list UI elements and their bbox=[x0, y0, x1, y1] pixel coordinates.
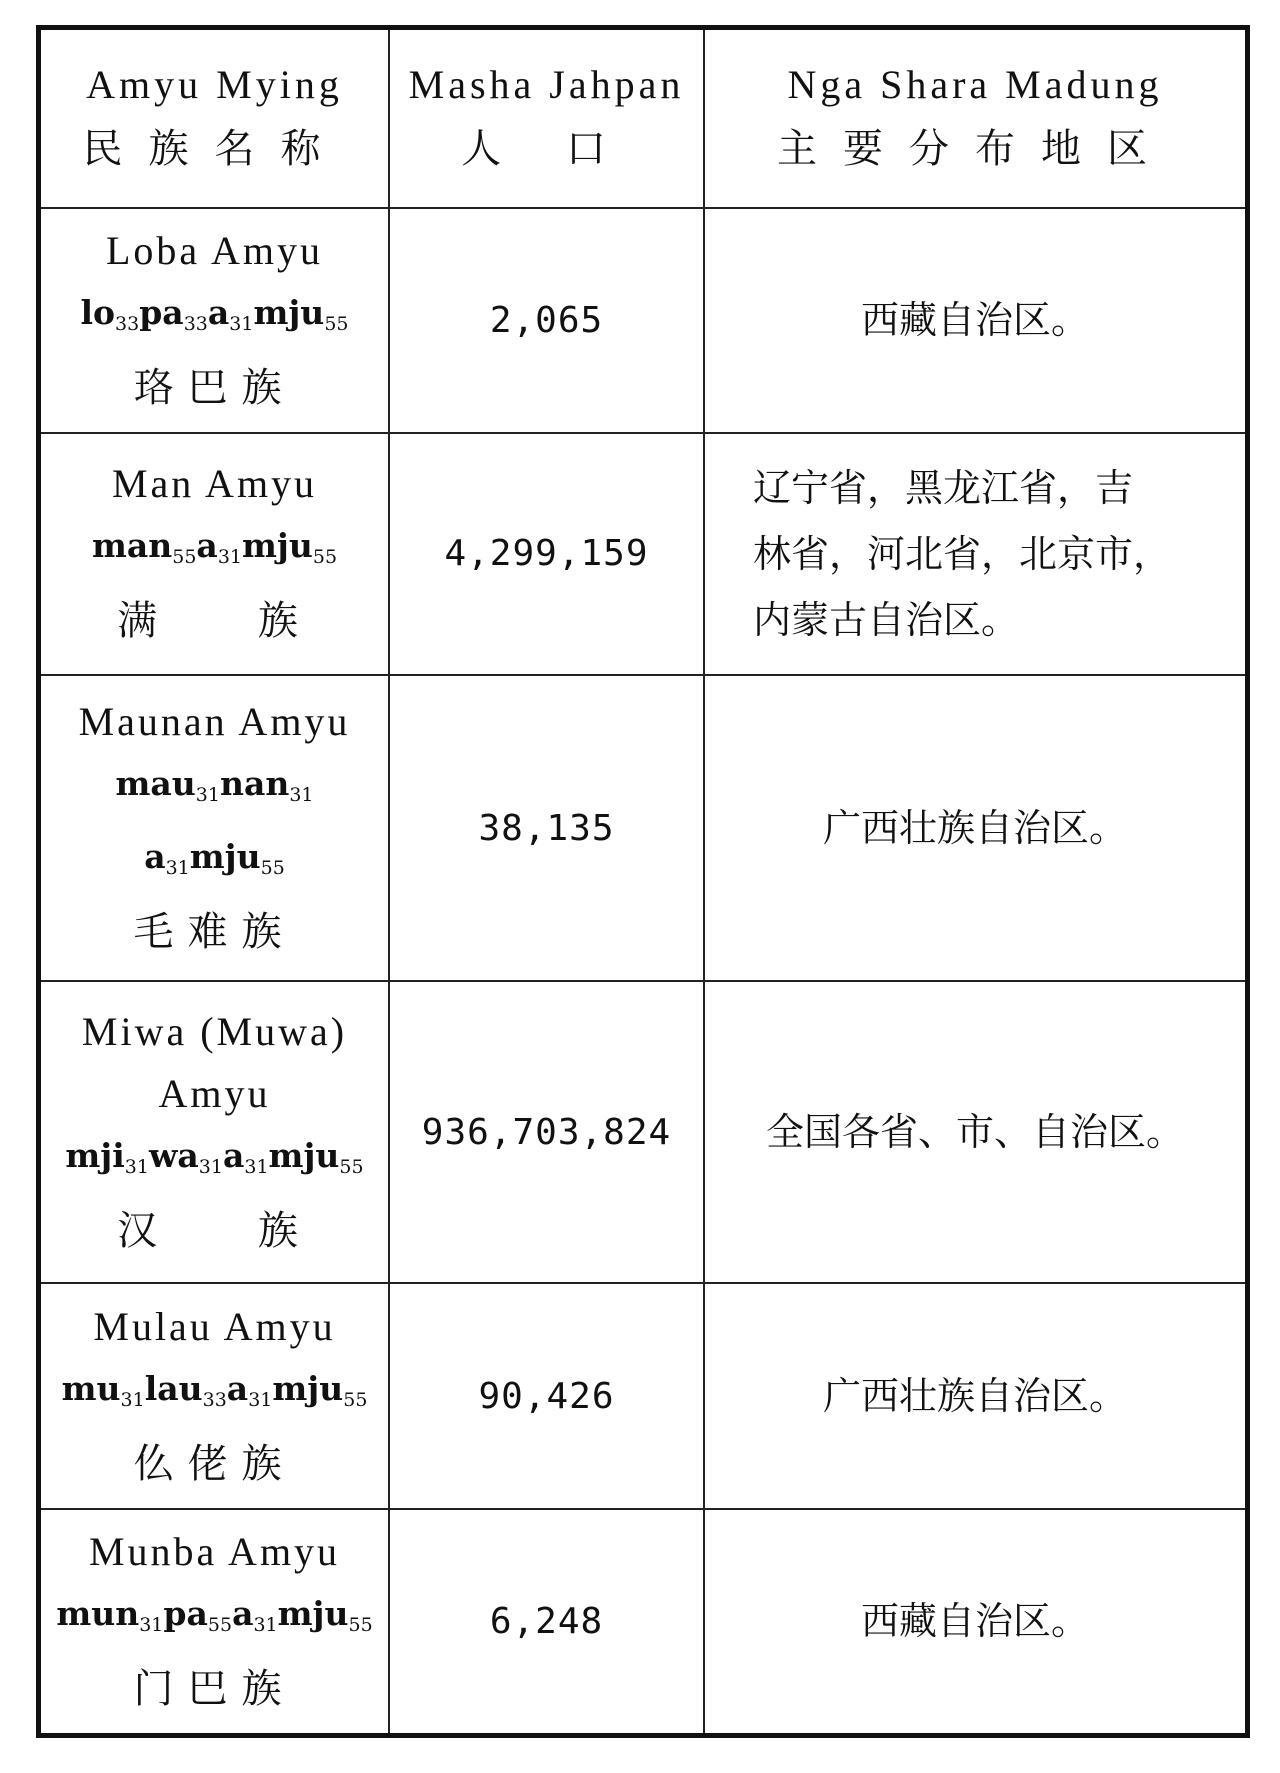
ethnic-name-ipa: $mji_{31}wa_{31}a_{31}mju_{55}$ bbox=[65, 1135, 364, 1178]
region-cell bbox=[704, 981, 1245, 1283]
ethnic-name-cell bbox=[41, 981, 389, 1283]
header-region bbox=[704, 30, 1245, 208]
ethnic-name-han: 汉 族 bbox=[117, 1207, 312, 1254]
region-line: 内蒙古自治区。 bbox=[753, 597, 1020, 642]
table-row bbox=[41, 981, 1245, 1283]
ethnic-name-latin: Munba Amyu bbox=[88, 1528, 341, 1574]
ethnic-name-cell bbox=[41, 1509, 389, 1733]
region-line: 辽宁省，黑龙江省，吉 bbox=[753, 465, 1134, 510]
ethnic-name-latin: Loba Amyu bbox=[106, 227, 323, 273]
table-row bbox=[41, 1283, 1245, 1508]
header-region-han: 主要分布地区 bbox=[777, 126, 1173, 173]
region-line: 广西壮族自治区。 bbox=[822, 1374, 1127, 1419]
header-ethnic-name-han: 民族名称 bbox=[82, 126, 347, 173]
population-cell: 38,135 bbox=[389, 675, 704, 981]
ethnic-name-latin: Man Amyu bbox=[111, 461, 318, 507]
region-cell bbox=[704, 208, 1245, 433]
region-line: 林省，河北省，北京市， bbox=[753, 531, 1172, 576]
region-cell bbox=[704, 433, 1245, 675]
ethnic-name-ipa: $mu_{31}lau_{33}a_{31}mju_{55}$ bbox=[61, 1368, 368, 1411]
ethnic-name-cell bbox=[41, 1283, 389, 1508]
population-cell: 6,248 bbox=[389, 1509, 704, 1733]
region-line: 西藏自治区。 bbox=[860, 1599, 1089, 1644]
ethnic-name-latin: Mulau Amyu bbox=[93, 1303, 336, 1349]
region-line: 广西壮族自治区。 bbox=[822, 806, 1127, 851]
population-cell: 936,703,824 bbox=[389, 981, 704, 1283]
header-region-latin: Nga Shara Madung bbox=[787, 62, 1163, 108]
ethnic-name-han: 门巴族 bbox=[133, 1665, 296, 1712]
region-cell bbox=[704, 1283, 1245, 1508]
population-cell: 4,299,159 bbox=[389, 433, 704, 675]
population-cell: 90,426 bbox=[389, 1283, 704, 1508]
ethnic-name-ipa: $lo_{33}pa_{33}a_{31}mju_{55}$ bbox=[80, 292, 349, 335]
ethnic-name-ipa: $mun_{31}pa_{55}a_{31}mju_{55}$ bbox=[56, 1593, 373, 1636]
header-ethnic-name-latin: Amyu Mying bbox=[86, 62, 343, 108]
ethnic-name-latin: Maunan Amyu bbox=[78, 699, 351, 745]
table-row bbox=[41, 1509, 1245, 1733]
header-population bbox=[389, 30, 704, 208]
ethnic-name-han: 毛难族 bbox=[133, 909, 296, 956]
table-row bbox=[41, 433, 1245, 675]
region-line: 全国各省、市、自治区。 bbox=[765, 1110, 1184, 1155]
header-population-han: 人 口 bbox=[461, 126, 632, 173]
population-cell: 2,065 bbox=[389, 208, 704, 433]
ethnic-name-ipa: $man_{55}a_{31}mju_{55}$ bbox=[91, 526, 338, 569]
region-cell bbox=[704, 1509, 1245, 1733]
ethnic-name-latin: Miwa (Muwa) bbox=[81, 1008, 348, 1054]
region-line: 西藏自治区。 bbox=[860, 298, 1089, 343]
ethnic-name-han: 珞巴族 bbox=[133, 364, 296, 411]
ethnic-name-ipa: $a_{31}mju_{55}$ bbox=[144, 837, 285, 880]
ethnic-name-ipa: mau$_{31}$nan$_{31}$ bbox=[115, 764, 314, 807]
ethnic-name-han: 满 族 bbox=[117, 598, 312, 645]
header-population-latin: Masha Jahpan bbox=[408, 62, 685, 108]
ethnic-name-cell bbox=[41, 675, 389, 981]
ethnic-groups-table-frame bbox=[36, 25, 1250, 1738]
header-ethnic-name bbox=[41, 30, 389, 208]
table-row bbox=[41, 675, 1245, 981]
ethnic-groups-table bbox=[41, 30, 1245, 1733]
ethnic-name-han: 仫佬族 bbox=[133, 1440, 296, 1487]
table-row bbox=[41, 208, 1245, 433]
ethnic-name-latin: Amyu bbox=[158, 1070, 271, 1116]
header-row bbox=[41, 30, 1245, 208]
ethnic-name-cell bbox=[41, 208, 389, 433]
ethnic-name-cell bbox=[41, 433, 389, 675]
region-cell bbox=[704, 675, 1245, 981]
